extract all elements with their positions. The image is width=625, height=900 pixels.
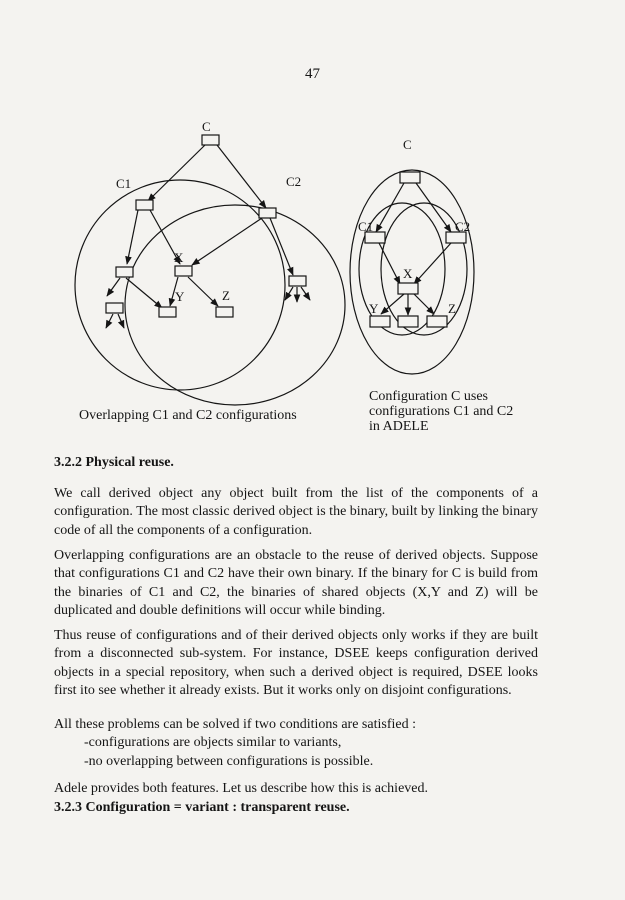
node-z bbox=[216, 307, 233, 317]
adele-label-c2: C2 bbox=[455, 219, 471, 234]
adele-node-z bbox=[427, 316, 447, 327]
adele-label-c: C bbox=[403, 137, 412, 152]
label-x: X bbox=[174, 250, 184, 265]
adele-label-y: Y bbox=[369, 301, 379, 316]
conditions-block bbox=[54, 716, 538, 771]
right-caption-line1: Configuration C uses bbox=[369, 389, 488, 404]
right-caption-line2: configurations C1 and C2 bbox=[369, 404, 514, 419]
conditions-intro: All these problems can be solved if two conditions are satisfied : bbox=[54, 717, 416, 732]
paragraph-overlapping: Overlapping configurations are an obstacle to the reuse of derived objects. Suppose that configurations C1 and C2 have their own binary. If the binary for C is build from the binaries of C1 and C2, the binaries of shared objects (X,Y and Z) will be duplicated and double definitions will occur while binding. bbox=[54, 548, 538, 619]
section-heading-323: 3.2.3 Configuration = variant : transparent reuse. bbox=[54, 800, 350, 815]
page-number: 47 bbox=[305, 66, 320, 82]
adele-node-y bbox=[370, 316, 390, 327]
paragraph-dsee: Thus reuse of configurations and of their derived objects only works if they are built from a disconnected sub-system. For instance, DSEE keeps configuration derived objects in a special repository, when such a derived object is required, DSEE looks first ito see whether it already exists. But it works only on disjoint configurations. bbox=[54, 628, 538, 699]
adele-label-c1: C1 bbox=[358, 219, 374, 234]
condition-item: -configurations are objects similar to variants, bbox=[84, 735, 342, 751]
adele-node-c bbox=[400, 172, 420, 183]
node-c2-child bbox=[289, 276, 306, 286]
label-c: C bbox=[202, 119, 211, 134]
adele-label-z: Z bbox=[448, 301, 456, 316]
adele-node-x bbox=[398, 283, 418, 294]
adele-node-mid bbox=[398, 316, 418, 327]
label-c1: C1 bbox=[116, 176, 132, 191]
node-c bbox=[202, 135, 219, 145]
section-heading-322: 3.2.2 Physical reuse. bbox=[54, 455, 174, 470]
node-left-leaf bbox=[106, 303, 123, 313]
left-diagram-caption: Overlapping C1 and C2 configurations bbox=[79, 408, 297, 423]
label-z: Z bbox=[222, 288, 230, 303]
right-caption-line3: in ADELE bbox=[369, 419, 429, 434]
configuration-diagram bbox=[0, 0, 625, 440]
paragraph-derived-objects: We call derived object any object built from the list of the components of a configuration. The most classic derived object is the binary, built by linking the binary code of all the components of a configuration. bbox=[54, 486, 538, 538]
label-y: Y bbox=[175, 289, 185, 304]
node-y bbox=[159, 307, 176, 317]
paragraph-adele-features: Adele provides both features. Let us describe how this is achieved. bbox=[54, 781, 429, 796]
node-c2 bbox=[259, 208, 276, 218]
node-c1 bbox=[136, 200, 153, 210]
condition-item: -no overlapping between configurations is possible. bbox=[84, 753, 374, 769]
adele-label-x: X bbox=[403, 266, 413, 281]
label-c2: C2 bbox=[286, 174, 302, 189]
node-x bbox=[175, 266, 192, 276]
c1-ellipse bbox=[75, 180, 285, 390]
node-left-child bbox=[116, 267, 133, 277]
